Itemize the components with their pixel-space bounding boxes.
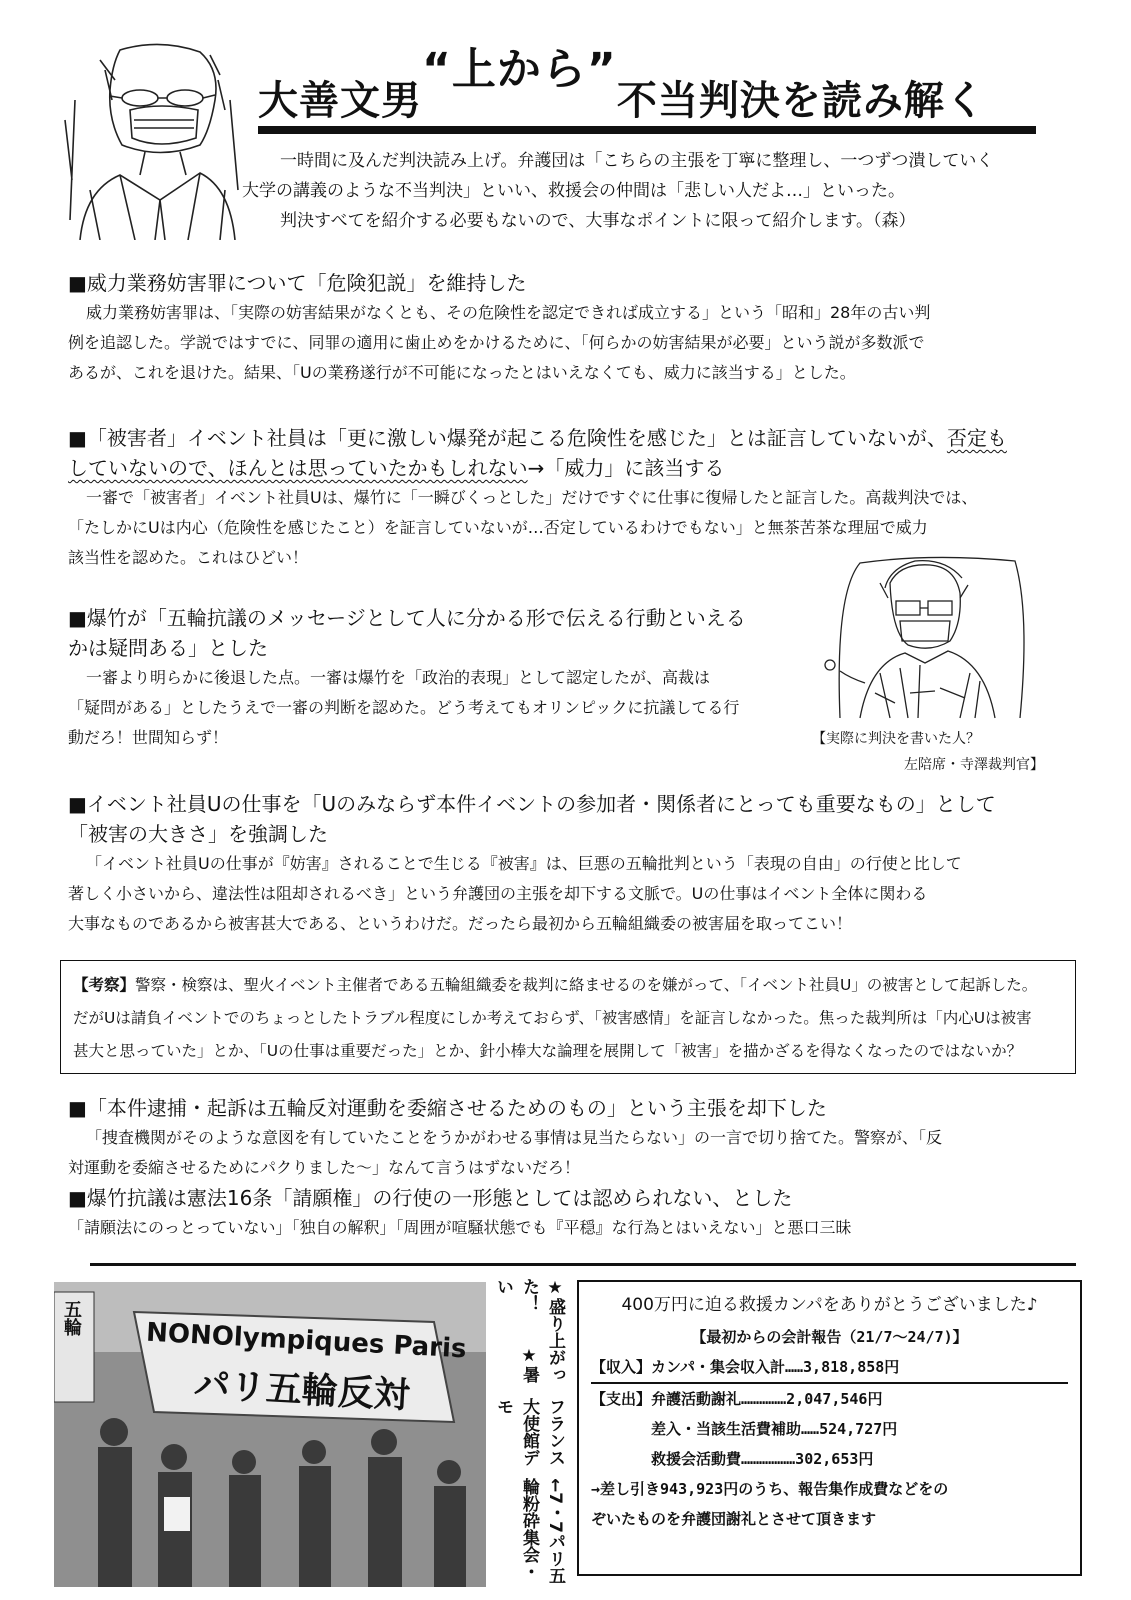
consideration-box: 【考察】警察・検察は、聖火イベント主催者である五輪組織委を裁判に絡ませるのを嫌がって、「イベント社員U」の被害として起訴した。 だがUは請負イベントでのちょっとしたトラブル程度にしか考えておらず、「被害感情」を証言しなかった。焦った裁判所は「内心Uは被害 甚大と思っていた」とか、「Uの仕事は重要だった」とか、針小棒大な論理を展開して「被害」を描かざるを得なくなったのではないか？ bbox=[60, 960, 1076, 1074]
photo-caption: ←7・7パリ五輪粉砕集会・ フランス大使館デモ ★盛り上がった！★暑い bbox=[493, 1278, 565, 1585]
judge-caption: 【実際に判決を書いた人？ 左陪席・寺澤裁判官】 bbox=[812, 731, 1044, 773]
judge-illustration bbox=[820, 553, 1030, 723]
finance-period: 【最初からの会計報告（21/7～24/7)】 bbox=[691, 1328, 968, 1346]
section-2 bbox=[68, 423, 1088, 573]
section-5 bbox=[68, 1093, 1078, 1183]
section-1 bbox=[68, 268, 1078, 388]
section-body: 「捜査機関がそのような意図を有していたことをうかがわせる事情は見当たらない」の一言で切り捨てた。警察が、「反 対運動を委縮させるためにパクりました～」なんて言うはずないだろ！ bbox=[68, 1128, 943, 1177]
divider bbox=[90, 1263, 1076, 1266]
banner-text-2: パリ五輪反対 bbox=[192, 1364, 411, 1417]
section-heading: ■「被害者」イベント社員は「更に激しい爆発が起こる危険性を感じた」とは証言していないが、否定も bbox=[68, 426, 1007, 450]
section-heading: 「被害の大きさ」を強調した bbox=[68, 822, 328, 846]
section-body: 「請願法にのっとっていない」「独自の解釈」「周囲が喧騒状態でも『平穏』な行為とはいえない」と悪口三昧 bbox=[68, 1218, 852, 1237]
finance-thanks: 400万円に迫る救援カンパをありがとうございました♪ bbox=[621, 1295, 1038, 1315]
section-body: 一審で「被害者」イベント社員Uは、爆竹に「一瞬びくっとした」だけですぐに仕事に復帰したと証言した。高裁判決では、 「たしかにUは内心（危険性を感じたこと）を証言していないが…否定しているわけでもない」と無茶苦茶な理屈で威力 該当性を認めた。これはひどい！ bbox=[68, 488, 978, 567]
section-heading: ■「本件逮捕・起訴は五輪反対運動を委縮させるためのもの」という主張を却下した bbox=[68, 1096, 827, 1120]
headline-quote: “上から” bbox=[422, 44, 617, 95]
headline-text bbox=[258, 44, 986, 124]
finance-note: ぞいたものを弁護団謝礼とさせて頂きます bbox=[591, 1510, 877, 1528]
section-6 bbox=[68, 1183, 1078, 1243]
section-heading: ■威力業務妨害罪について「危険犯説」を維持した bbox=[68, 271, 527, 295]
headline-underline bbox=[258, 126, 1036, 134]
section-heading: していないので、ほんとは思っていたかもしれない→「威力」に該当する bbox=[68, 456, 725, 480]
finance-expense: 救援会活動費………………302,653円 bbox=[651, 1450, 874, 1468]
masked-man-illustration bbox=[60, 40, 240, 240]
section-3 bbox=[68, 603, 808, 753]
section-heading: かは疑問ある」とした bbox=[68, 636, 268, 660]
section-body: 威力業務妨害罪は、「実際の妨害結果がなくとも、その危険性を認定できれば成立する」という「昭和」28年の古い判 例を追認した。学説ではすでに、同罪の適用に歯止めをかけるために、「何らかの妨害結果が必要」という説が多数派で あるが、これを退けた。結果、「Uの業務遂行が不可能になったとはいえなくても、威力に該当する」とした。 bbox=[68, 303, 931, 382]
finance-report bbox=[577, 1280, 1082, 1576]
headline-part-2: 不当判決を読み解く bbox=[616, 78, 986, 124]
headline-part-1: 大善文男 bbox=[258, 78, 422, 124]
finance-expense: 差入・当該生活費補助……524,727円 bbox=[651, 1420, 898, 1438]
consideration-label: 【考察】 bbox=[73, 976, 136, 994]
section-body: 「イベント社員Uの仕事が『妨害』されることで生じる『被害』は、巨悪の五輪批判という「表現の自由」の行使と比して 著しく小さいから、違法性は阻却されるべき」という弁護団の主張を却下する文脈で。Uの仕事はイベント全体に関わる 大事なものであるから被害甚大である、というわけだ。だったら最初から五輪組織委の被害届を取ってこい！ bbox=[68, 854, 962, 933]
side-sign-text: 五輪 bbox=[61, 1300, 82, 1336]
demo-photo bbox=[54, 1282, 486, 1587]
section-heading: ■爆竹抗議は憲法16条「請願権」の行使の一形態としては認められない、とした bbox=[68, 1186, 793, 1210]
finance-expense: 【支出】弁護活動謝礼……………2,047,546円 bbox=[591, 1390, 883, 1408]
banner-text-1: NONOlympiques Paris bbox=[145, 1317, 468, 1365]
finance-note: →差し引き943,923円のうち、報告集作成費などをの bbox=[591, 1480, 949, 1498]
headline bbox=[258, 28, 1038, 128]
section-heading: ■爆竹が「五輪抗議のメッセージとして人に分かる形で伝える行動といえる bbox=[68, 606, 746, 630]
section-heading: ■イベント社員Uの仕事を「Uのみならず本件イベントの参加者・関係者にとっても重要なもの」として bbox=[68, 792, 996, 816]
section-body: 一審より明らかに後退した点。一審は爆竹を「政治的表現」として認定したが、高裁は 「疑問がある」としたうえで一審の判断を認めた。どう考えてもオリンピックに抗議してる行 動だろ！世間知らず！ bbox=[68, 668, 740, 747]
finance-income: 【収入】カンパ・集会収入計……3,818,858円 bbox=[591, 1352, 1068, 1384]
lead-line: 一時間に及んだ判決読み上げ。弁護団は「こちらの主張を丁寧に整理し、一つずつ潰していく bbox=[280, 151, 994, 171]
section-4 bbox=[68, 789, 1078, 939]
lead-paragraph bbox=[242, 146, 1062, 236]
lead-line: 大学の講義のような不当判決」といい、救援会の仲間は「悲しい人だよ…」といった。 bbox=[242, 181, 905, 201]
lead-line: 判決すべてを紹介する必要もないので、大事なポイントに限って紹介します。（森） bbox=[280, 211, 916, 231]
